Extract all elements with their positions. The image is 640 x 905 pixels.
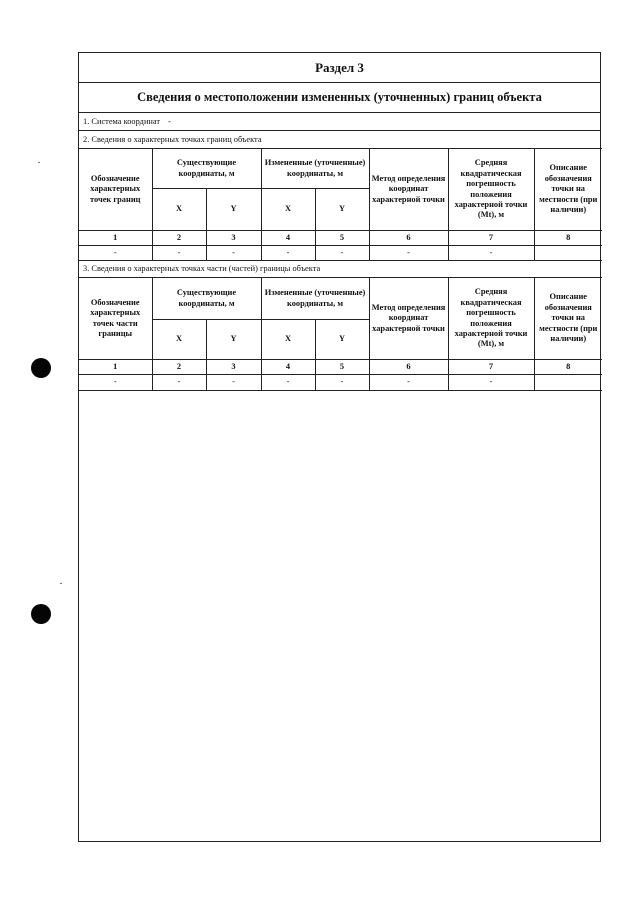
cell-designation: - xyxy=(79,375,152,391)
cell-y-changed: - xyxy=(315,246,369,261)
header-mean-square-error: Средняя квадратическая погрешность положения характерной точки (Mt), м xyxy=(448,149,534,231)
column-number: 4 xyxy=(261,360,315,375)
column-number: 6 xyxy=(369,360,448,375)
coordinate-system-row xyxy=(79,113,600,131)
header-x-existing: X xyxy=(152,189,206,231)
boundary-points-table xyxy=(79,148,602,391)
column-number: 3 xyxy=(206,360,261,375)
header-x-changed: X xyxy=(261,320,315,360)
cell-point-description xyxy=(534,246,602,261)
header-mean-square-error: Средняя квадратическая погрешность положения характерной точки (Mt), м xyxy=(448,278,534,360)
section-title: Раздел 3 xyxy=(79,53,600,83)
scan-speck xyxy=(38,162,40,163)
header-y-existing: Y xyxy=(206,320,261,360)
header-designation: Обозначение характерных точек части границы xyxy=(79,278,152,360)
column-number: 5 xyxy=(315,231,369,246)
column-number: 3 xyxy=(206,231,261,246)
column-number: 8 xyxy=(534,231,602,246)
table-row xyxy=(79,246,602,261)
table2-caption: 3. Сведения о характерных точках части (частей) границы объекта xyxy=(79,261,602,278)
binder-hole-top xyxy=(31,358,51,378)
scan-speck xyxy=(60,583,62,584)
main-heading: Сведения о местоположении измененных (уточненных) границ объекта xyxy=(79,83,600,113)
header-y-changed: Y xyxy=(315,189,369,231)
column-number-row xyxy=(79,360,602,375)
table-row xyxy=(79,375,602,391)
cell-mean-square-error: - xyxy=(448,375,534,391)
header-y-changed: Y xyxy=(315,320,369,360)
column-number: 1 xyxy=(79,231,152,246)
header-changed-coordinates: Измененные (уточненные) координаты, м xyxy=(261,278,369,320)
column-number: 2 xyxy=(152,231,206,246)
header-existing-coordinates: Существующие координаты, м xyxy=(152,149,261,189)
header-x-existing: X xyxy=(152,320,206,360)
cell-point-description xyxy=(534,375,602,391)
column-number: 5 xyxy=(315,360,369,375)
header-point-description: Описание обозначения точки на местности (при наличии) xyxy=(534,278,602,360)
table1-caption: 2. Сведения о характерных точках границ объекта xyxy=(83,135,262,144)
cell-x-changed: - xyxy=(261,375,315,391)
coordinate-system-value: - xyxy=(168,117,171,126)
column-number: 4 xyxy=(261,231,315,246)
column-number: 8 xyxy=(534,360,602,375)
column-number: 1 xyxy=(79,360,152,375)
cell-method: - xyxy=(369,246,448,261)
cell-designation: - xyxy=(79,246,152,261)
header-method: Метод определения координат характерной точки xyxy=(369,149,448,231)
cell-x-existing: - xyxy=(152,375,206,391)
column-number: 6 xyxy=(369,231,448,246)
column-number-row xyxy=(79,231,602,246)
cell-x-changed: - xyxy=(261,246,315,261)
header-method: Метод определения координат характерной точки xyxy=(369,278,448,360)
header-existing-coordinates: Существующие координаты, м xyxy=(152,278,261,320)
header-y-existing: Y xyxy=(206,189,261,231)
header-point-description: Описание обозначения точки на местности (при наличии) xyxy=(534,149,602,231)
header-changed-coordinates: Измененные (уточненные) координаты, м xyxy=(261,149,369,189)
column-number: 7 xyxy=(448,360,534,375)
column-number: 7 xyxy=(448,231,534,246)
cell-y-changed: - xyxy=(315,375,369,391)
cell-method: - xyxy=(369,375,448,391)
cell-y-existing: - xyxy=(206,375,261,391)
document-frame xyxy=(78,52,601,842)
column-number: 2 xyxy=(152,360,206,375)
cell-x-existing: - xyxy=(152,246,206,261)
cell-mean-square-error: - xyxy=(448,246,534,261)
coordinate-system-label: 1. Система координат xyxy=(83,117,161,126)
header-x-changed: X xyxy=(261,189,315,231)
header-designation: Обозначение характерных точек границ xyxy=(79,149,152,231)
binder-hole-bottom xyxy=(31,604,51,624)
cell-y-existing: - xyxy=(206,246,261,261)
